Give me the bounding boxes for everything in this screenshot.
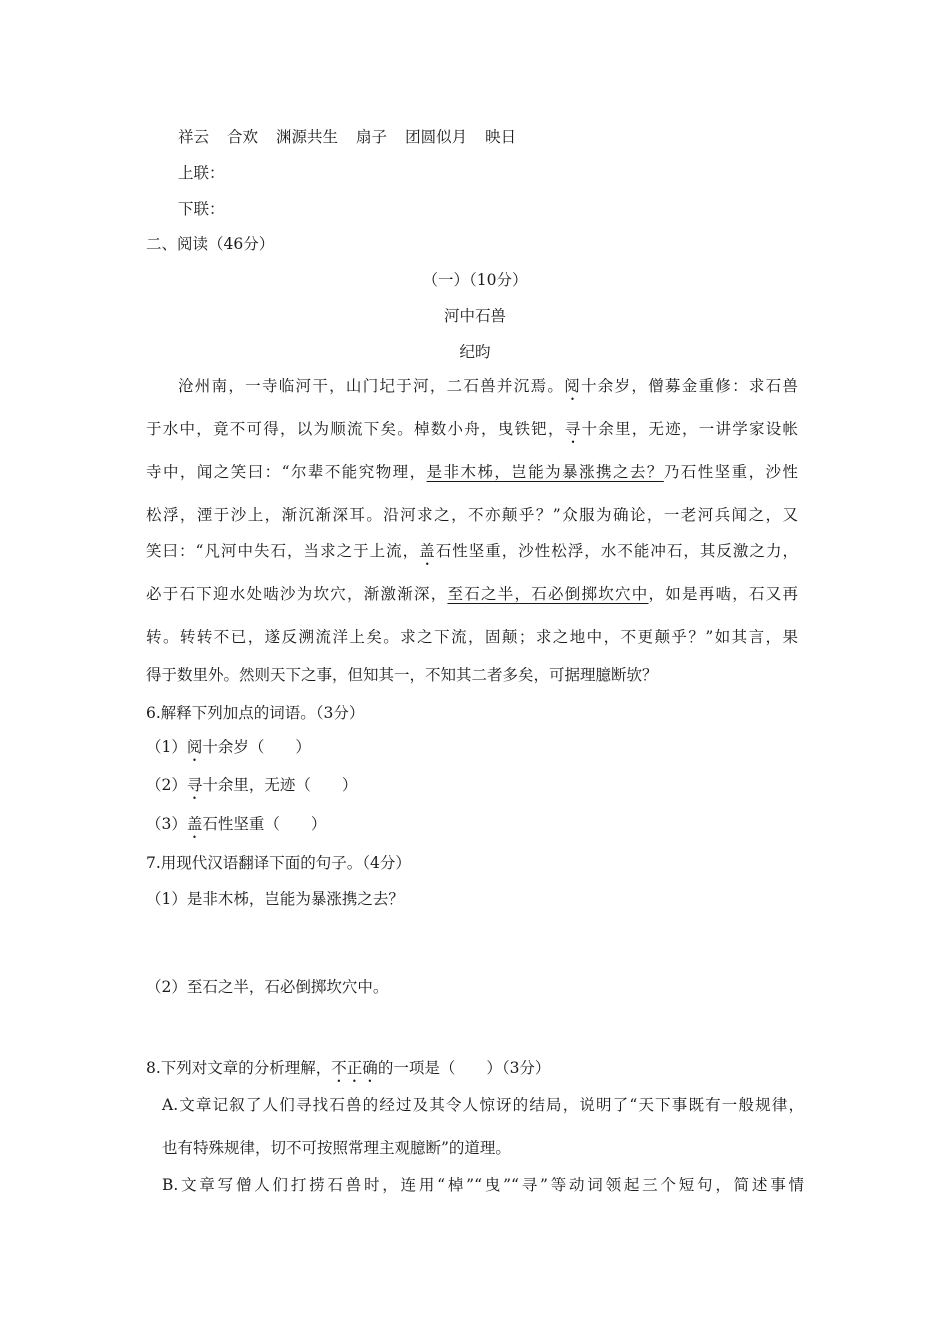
dotted-word: 寻 xyxy=(186,776,203,794)
item-number: （3） xyxy=(146,815,187,833)
passage-line: 转。转转不已，遂反溯流洋上矣。求之下流，固颠；求之地中，不更颠乎？”如其言，果 xyxy=(146,628,798,646)
text: 寺中，闻之笑曰：“尔辈不能究物理， xyxy=(146,463,427,481)
option-a-continued: 也有特殊规律，切不可按照常理主观臆断”的道理。 xyxy=(162,1139,511,1157)
question-stem: 6.解释下列加点的词语。（3分） xyxy=(146,704,365,722)
upper-couplet-label: 上联： xyxy=(178,164,225,182)
couplet-word: 扇子 xyxy=(356,128,388,146)
question-item xyxy=(146,774,357,803)
answer-blank: 十余里，无迹（ ） xyxy=(202,776,358,794)
option-b: B.文章写僧人们打捞石兽时，连用“棹”“曳”“寻”等动词领起三个短句，简述事情 xyxy=(162,1176,804,1194)
dotted-word: 盖 xyxy=(186,815,203,833)
question-stem xyxy=(146,1057,550,1086)
text: 十余里，无迹，一讲学家设帐 xyxy=(581,420,798,438)
section-heading: 二、阅读（46分） xyxy=(146,235,275,253)
passage-line: 得于数里外。然则天下之事，但知其一，不知其二者多矣，可据理臆断欤？ xyxy=(146,666,658,684)
dotted-word: 寻 xyxy=(564,420,582,438)
text: 沧州南，一寺临河干，山门圮于河，二石兽并沉焉。 xyxy=(178,377,565,395)
question-item: （1）是非木柹，岂能为暴涨携之去？ xyxy=(146,890,404,908)
couplet-word: 映日 xyxy=(485,128,517,146)
passage-line xyxy=(146,418,798,447)
text: 的一项是（ ）（3分） xyxy=(377,1059,551,1077)
question-item xyxy=(146,736,311,765)
passage-line xyxy=(178,375,798,404)
passage-line xyxy=(146,583,798,605)
passage-line xyxy=(146,461,798,483)
couplet-word: 渊源共生 xyxy=(276,128,339,146)
couplet-word: 祥云 xyxy=(178,128,210,146)
passage-line xyxy=(146,540,798,569)
dotted-word: 不正确 xyxy=(331,1059,378,1077)
underlined-sentence: 是非木柹，岂能为暴涨携之去？ xyxy=(426,463,664,481)
passage-title: 河中石兽 xyxy=(443,307,506,325)
item-number: （2） xyxy=(146,776,187,794)
question-item xyxy=(146,813,326,842)
passage-author: 纪昀 xyxy=(459,343,491,361)
dotted-word: 阅 xyxy=(564,377,581,395)
couplet-word-list xyxy=(178,126,534,148)
option-a: A.文章记叙了人们寻找石兽的经过及其令人惊讶的结局，说明了“天下事既有一般规律， xyxy=(162,1096,804,1114)
text: 乃石性坚重，沙性 xyxy=(663,463,798,481)
question-stem: 7.用现代汉语翻译下面的句子。（4分） xyxy=(146,854,411,872)
underlined-sentence: 至石之半，石必倒掷坎穴中 xyxy=(447,585,649,603)
answer-blank: 石性坚重（ ） xyxy=(202,815,327,833)
part-heading: （一）（10分） xyxy=(422,271,528,289)
text: 笑曰：“凡河中失石，当求之于上流， xyxy=(146,542,420,560)
dotted-word: 阅 xyxy=(186,738,203,756)
text: 8.下列对文章的分析理解， xyxy=(146,1059,332,1077)
lower-couplet-label: 下联： xyxy=(178,200,225,218)
dotted-word: 盖 xyxy=(419,542,436,560)
item-number: （1） xyxy=(146,738,187,756)
question-item: （2）至石之半，石必倒掷坎穴中。 xyxy=(146,978,389,996)
text: 石性坚重，沙性松浮，水不能冲石，其反激之力， xyxy=(435,542,798,560)
couplet-word: 合欢 xyxy=(227,128,259,146)
passage-line: 松浮，湮于沙上，渐沉渐深耳。沿河求之，不亦颠乎？”众服为确论，一老河兵闻之，又 xyxy=(146,506,798,524)
couplet-word: 团圆似月 xyxy=(405,128,468,146)
text: 十余岁，僧募金重修：求石兽 xyxy=(580,377,798,395)
text: ，如是再啮，石又再 xyxy=(648,585,798,603)
text: 必于石下迎水处啮沙为坎穴，渐激渐深， xyxy=(146,585,448,603)
answer-blank: 十余岁（ ） xyxy=(202,738,311,756)
text: 于水中，竟不可得，以为顺流下矣。棹数小舟，曳铁钯， xyxy=(146,420,565,438)
